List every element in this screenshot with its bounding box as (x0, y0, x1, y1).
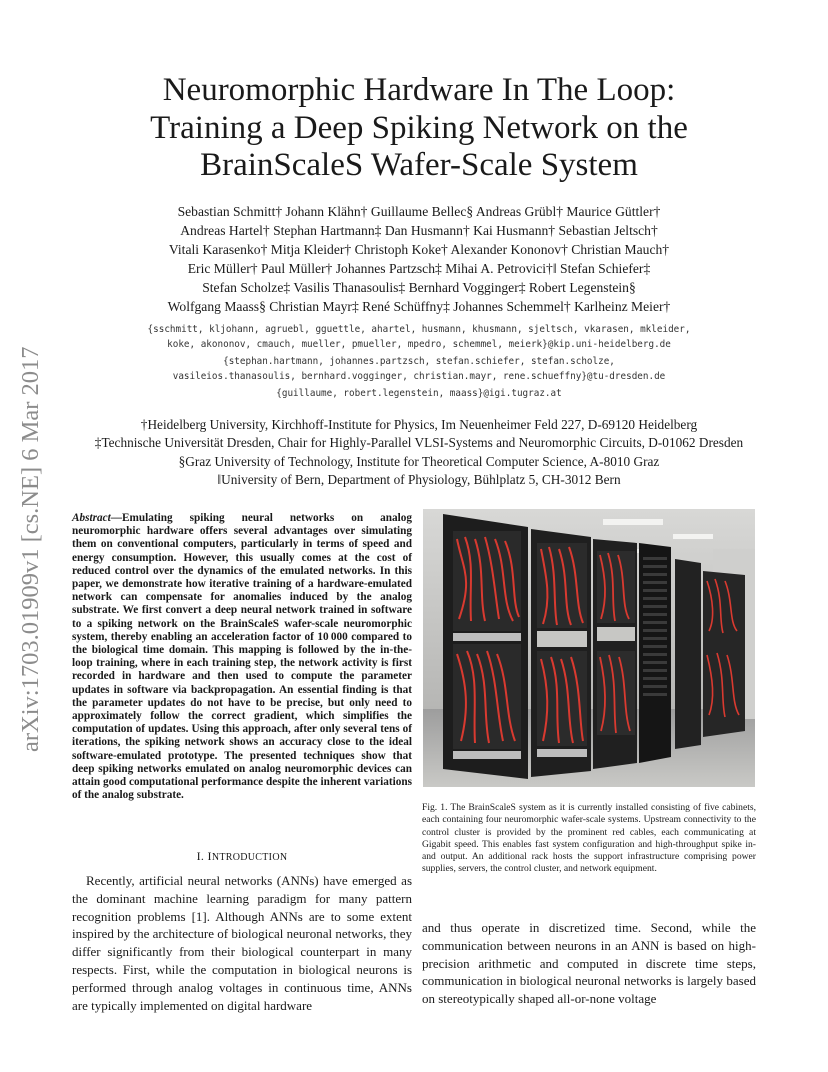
affiliation-list (60, 416, 778, 489)
author-line: Sebastian Schmitt† Johann Klähn† Guillaume Bellec§ Andreas Grübl† Maurice Güttler† (177, 204, 661, 219)
email-line: {sschmitt, kljohann, agruebl, gguettle, ahartel, husmann, khusmann, sjeltsch, vkarasen, mkleider, (147, 324, 691, 335)
introduction-paragraph: Recently, artificial neural networks (ANNs) have emerged as the dominant machine learning paradigm for many pattern recognition problems [1]. Although ANNs are to some extent inspired by the architecture of biological neuronal networks, they differ significantly from their biological counterpart in many respects. First, while the computation in biological neurons is performed through analog voltages in continuous time, ANNs are typically implemented on digital hardware (72, 873, 412, 1013)
author-list (84, 202, 754, 316)
author-line: Stefan Scholze‡ Vasilis Thanasoulis‡ Bernhard Vogginger‡ Robert Legenstein§ (202, 280, 636, 295)
author-line: Vitali Karasenko† Mitja Kleider† Christoph Koke† Alexander Kononov† Christian Mauch† (168, 242, 670, 257)
paper-title (84, 72, 754, 185)
abstract-label: Abstract (72, 512, 111, 524)
title-line: Neuromorphic Hardware In The Loop: (162, 72, 676, 108)
abstract-text: —Emulating spiking neural networks on analog neuromorphic hardware offers several advantages over simulating them on conventional computers, particularly in terms of speed and energy consumption. However, this usually comes at the cost of reduced control over the dynamics of the emulated networks. In this paper, we demonstrate how iterative training of a hardware-emulated network can compensate for anomalies induced by the analog substrate. We first convert a deep neural network trained in software to a spiking network on the BrainScaleS wafer-scale neuromorphic system, thereby enabling an acceleration factor of 10 000 compared to the biological time domain. This mapping is followed by the in-the-loop training, where in each training step, the network activity is first recorded in hardware and then used to compute the parameter updates in software via backpropagation. An essential finding is that the parameter updates do not have to be precise, but only need to approximately follow the correct gradient, which simplifies the computation of updates. Using this approach, after only several tens of iterations, the spiking network shows an accuracy close to the ideal software-emulated prototype. The presented techniques show that deep spiking networks emulated on analog neuromorphic devices can attain good computational performance despite the inherent variations of the analog substrate. (72, 512, 412, 802)
email-group-graz (84, 387, 754, 402)
affiliation-line: ‡Technische Universität Dresden, Chair for Highly-Parallel VLSI-Systems and Neuromorphic Circuits, D-01062 Dresden (94, 435, 744, 451)
author-line: Andreas Hartel† Stephan Hartmann‡ Dan Husmann† Kai Husmann† Sebastian Jeltsch† (180, 223, 658, 238)
email-line: {guillaume, robert.legenstein, maass}@igi.tugraz.at (276, 388, 562, 399)
arxiv-identifier (17, 346, 45, 752)
title-line: Training a Deep Spiking Network on the (150, 109, 688, 146)
brainscales-cabinets-illustration (423, 509, 755, 787)
affiliation-line: †Heidelberg University, Kirchhoff-Institute for Physics, Im Neuenheimer Feld 227, D-69120 Heidelberg (140, 417, 698, 432)
right-column-paragraph: and thus operate in discretized time. Second, while the communication between neurons in an ANN is based on high-precision arithmetic and computed in discrete time steps, communication in biological neuronal networks is largely based on stereotypically shaped all-or-none voltage (422, 920, 756, 1007)
email-line: vasileios.thanasoulis, bernhard.vogginger, christian.mayr, rene.schueffny}@tu-dresden.de (172, 370, 666, 382)
abstract (72, 512, 412, 802)
affiliation-line: §Graz University of Technology, Institute for Theoretical Computer Science, A-8010 Graz (178, 453, 660, 469)
title-line: BrainScaleS Wafer-Scale System (200, 147, 638, 183)
email-group-heidelberg (84, 323, 754, 352)
author-line: Eric Müller† Paul Müller† Johannes Partzsch‡ Mihai A. Petrovici†‖ Stefan Schiefer‡ (187, 261, 651, 276)
section-title-rest: NTRODUCTION (211, 852, 288, 863)
figure-caption: Fig. 1. The BrainScaleS system as it is currently installed consisting of five cabinets, each containing four neuromorphic wafer-scale systems. Upstream connectivity to the control cluster is provided by the prominent red cables, each communicating at Gigabit speed. This enables fast system configuration and high-throughput spike in- and output. An additional rack hosts the support infrastructure comprising power supplies, servers, the control cluster, and network equipment. (422, 802, 756, 875)
email-group-dresden (84, 355, 754, 384)
author-line: Wolfgang Maass§ Christian Mayr‡ René Schüffny‡ Johannes Schemmel† Karlheinz Meier† (167, 299, 671, 314)
affiliation-line: ‖University of Bern, Department of Physiology, Bühlplatz 5, CH-3012 Bern (217, 471, 621, 487)
section-number: I. (196, 849, 205, 863)
arxiv-identifier-text: arXiv:1703.01909v1 [cs.NE] 6 Mar 2017 (17, 346, 44, 752)
email-line: koke, akononov, cmauch, mueller, pmueller, mpedro, schemmel, meierk}@kip.uni-heidelberg.de (167, 338, 671, 350)
section-heading-introduction (72, 849, 412, 864)
email-line: {stephan.hartmann, johannes.partzsch, stefan.schiefer, stefan.scholze, (223, 356, 615, 367)
section-title-initial: I (207, 849, 212, 863)
figure-brainscales-photo (423, 509, 755, 787)
